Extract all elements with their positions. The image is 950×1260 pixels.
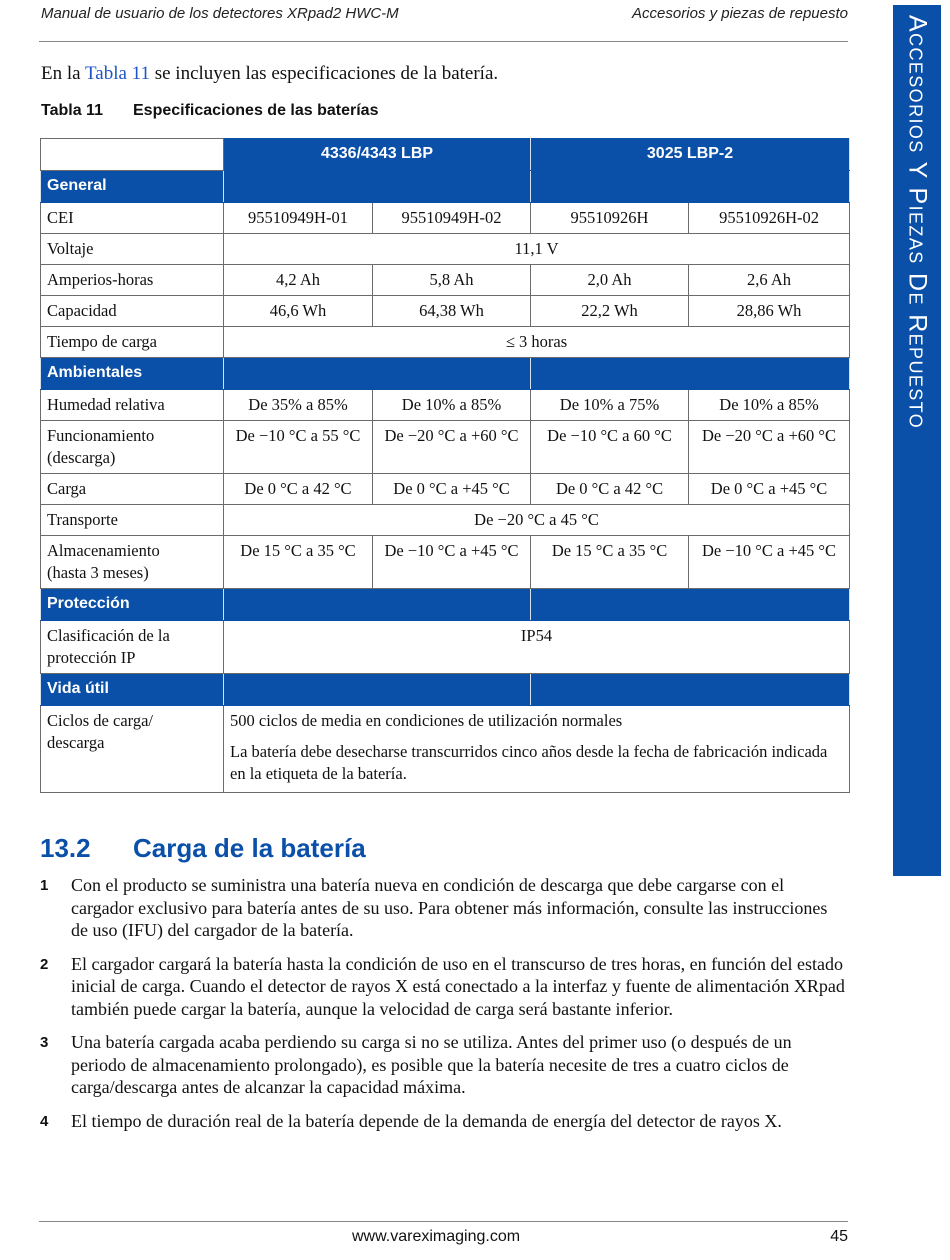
section-fill	[531, 358, 850, 390]
cell: 64,38 Wh	[373, 296, 531, 327]
list-item	[40, 1110, 848, 1133]
table-row	[41, 421, 850, 474]
row-label: Humedad relativa	[41, 390, 224, 421]
cell: De 10% a 85%	[689, 390, 850, 421]
section-heading	[40, 833, 366, 864]
table-row	[41, 234, 850, 265]
row-label: Amperios-horas	[41, 265, 224, 296]
list-item	[40, 874, 848, 942]
section-label-proteccion: Protección	[41, 589, 224, 621]
table-row	[41, 296, 850, 327]
cell: De 10% a 75%	[531, 390, 689, 421]
row-label-line: protección IP	[47, 648, 136, 667]
section-fill	[224, 589, 531, 621]
cell: 28,86 Wh	[689, 296, 850, 327]
row-label: Carga	[41, 474, 224, 505]
cell: De −10 °C a +45 °C	[373, 536, 531, 589]
intro-paragraph	[41, 63, 498, 85]
header-divider	[39, 41, 848, 42]
cell: De 0 °C a +45 °C	[373, 474, 531, 505]
cell-paragraph: La batería debe desecharse transcurridos cinco años desde la fecha de fabricación indicada en la etiqueta de la batería.	[230, 742, 828, 783]
table-header-group: 4336/4343 LBP	[224, 139, 531, 171]
step-number: 1	[40, 877, 49, 894]
section-fill	[224, 674, 531, 706]
row-label	[41, 621, 224, 674]
cell: 46,6 Wh	[224, 296, 373, 327]
cell: De 0 °C a 42 °C	[531, 474, 689, 505]
row-label-line: (hasta 3 meses)	[47, 563, 149, 582]
table-row	[41, 327, 850, 358]
section-fill	[531, 589, 850, 621]
row-label: Tiempo de carga	[41, 327, 224, 358]
step-number: 3	[40, 1034, 49, 1051]
table-header-group: 3025 LBP-2	[531, 139, 850, 171]
row-label-line: Clasificación de la	[47, 626, 170, 645]
row-label-line: Almacenamiento	[47, 541, 160, 560]
table-section-row	[41, 589, 850, 621]
cell: De 15 °C a 35 °C	[224, 536, 373, 589]
cell: De −10 °C a 55 °C	[224, 421, 373, 474]
list-item	[40, 1031, 848, 1099]
step-number: 2	[40, 955, 49, 973]
cell: De −20 °C a 45 °C	[224, 505, 850, 536]
cell: 2,6 Ah	[689, 265, 850, 296]
section-number: 13.2	[40, 833, 91, 863]
cell: De 15 °C a 35 °C	[531, 536, 689, 589]
cell: 95510926H-02	[689, 203, 850, 234]
table-row	[41, 390, 850, 421]
cell: 95510926H	[531, 203, 689, 234]
cell-paragraph: 500 ciclos de media en condiciones de utilización normales	[230, 711, 623, 730]
cell: 11,1 V	[224, 234, 850, 265]
table-header-blank	[41, 139, 224, 171]
cell: 4,2 Ah	[224, 265, 373, 296]
row-label: Transporte	[41, 505, 224, 536]
table-header-row	[41, 139, 850, 171]
chapter-side-tab	[893, 5, 941, 876]
step-text: Una batería cargada acaba perdiendo su carga si no se utiliza. Antes del primer uso (o después de un periodo de almacenamiento prolongado), es posible que la batería necesite de tres a cuatro ciclos de carga/descarga antes de alcanzar la capacidad máxima.	[71, 1032, 792, 1097]
cell	[224, 706, 850, 793]
cell: De 35% a 85%	[224, 390, 373, 421]
row-label: Capacidad	[41, 296, 224, 327]
row-label-line: (descarga)	[47, 448, 116, 467]
table-section-row	[41, 171, 850, 203]
table-row	[41, 706, 850, 793]
section-title: Carga de la batería	[133, 833, 366, 863]
cell: De −20 °C a +60 °C	[689, 421, 850, 474]
step-text: El tiempo de duración real de la batería depende de la demanda de energía del detector de rayos X.	[71, 1110, 782, 1131]
table-section-row	[41, 674, 850, 706]
row-label	[41, 706, 224, 793]
running-header-title: Manual de usuario de los detectores XRpad2 HWC-M	[41, 5, 399, 22]
section-fill	[224, 171, 531, 203]
table-row	[41, 474, 850, 505]
cell: De 0 °C a 42 °C	[224, 474, 373, 505]
row-label: Voltaje	[41, 234, 224, 265]
table-reference-link[interactable]: Tabla 11	[84, 63, 150, 84]
section-label-ambientales: Ambientales	[41, 358, 224, 390]
cell: IP54	[224, 621, 850, 674]
battery-spec-table	[40, 138, 850, 793]
row-label-line: descarga	[47, 733, 105, 752]
table-caption-number: Tabla 11	[41, 102, 103, 119]
cell: De 0 °C a +45 °C	[689, 474, 850, 505]
table-row	[41, 621, 850, 674]
cell: De −20 °C a +60 °C	[373, 421, 531, 474]
section-fill	[531, 674, 850, 706]
table-row	[41, 265, 850, 296]
cell: 95510949H-01	[224, 203, 373, 234]
page-number: 45	[830, 1228, 848, 1245]
list-item	[40, 953, 848, 1021]
table-section-row	[41, 358, 850, 390]
footer-divider	[39, 1221, 848, 1222]
step-number: 4	[40, 1112, 49, 1130]
section-label-general: General	[41, 171, 224, 203]
section-label-vida-util: Vida útil	[41, 674, 224, 706]
section-fill	[224, 358, 531, 390]
running-header-chapter: Accesorios y piezas de repuesto	[632, 5, 848, 22]
footer-url[interactable]: www.vareximaging.com	[352, 1228, 521, 1245]
row-label-line: Funcionamiento	[47, 426, 155, 445]
cell: 2,0 Ah	[531, 265, 689, 296]
table-row	[41, 203, 850, 234]
row-label-line: Ciclos de carga/	[47, 711, 153, 730]
table-caption-title: Especificaciones de las baterías	[133, 102, 379, 119]
step-text: Con el producto se suministra una batería nueva en condición de descarga que debe cargarse con el cargador exclusivo para batería antes de su uso. Para obtener más información, consulte las instrucciones de uso (IFU) del cargador de la batería.	[71, 875, 828, 940]
cell: 5,8 Ah	[373, 265, 531, 296]
row-label: CEI	[41, 203, 224, 234]
intro-text-before: En la	[41, 63, 85, 84]
row-label	[41, 421, 224, 474]
row-label	[41, 536, 224, 589]
cell: De −10 °C a +45 °C	[689, 536, 850, 589]
cell: 95510949H-02	[373, 203, 531, 234]
table-caption	[41, 102, 378, 120]
cell: De 10% a 85%	[373, 390, 531, 421]
step-text: El cargador cargará la batería hasta la condición de uso en el transcurso de tres horas, en función del estado inicial de carga. Cuando el detector de rayos X está conectado a la interfaz y fuente de alimentación XRpad también puede cargar la batería, aunque la velocidad de carga será bastante inferior.	[71, 953, 845, 1019]
cell: De −10 °C a 60 °C	[531, 421, 689, 474]
cell: 22,2 Wh	[531, 296, 689, 327]
table-row	[41, 536, 850, 589]
cell: ≤ 3 horas	[224, 327, 850, 358]
table-row	[41, 505, 850, 536]
charging-steps-list	[40, 874, 848, 1143]
intro-text-after: se incluyen las especificaciones de la batería.	[149, 63, 499, 84]
chapter-side-tab-label: Accesorios Y Piezas De Repuesto	[903, 15, 932, 430]
section-fill	[531, 171, 850, 203]
